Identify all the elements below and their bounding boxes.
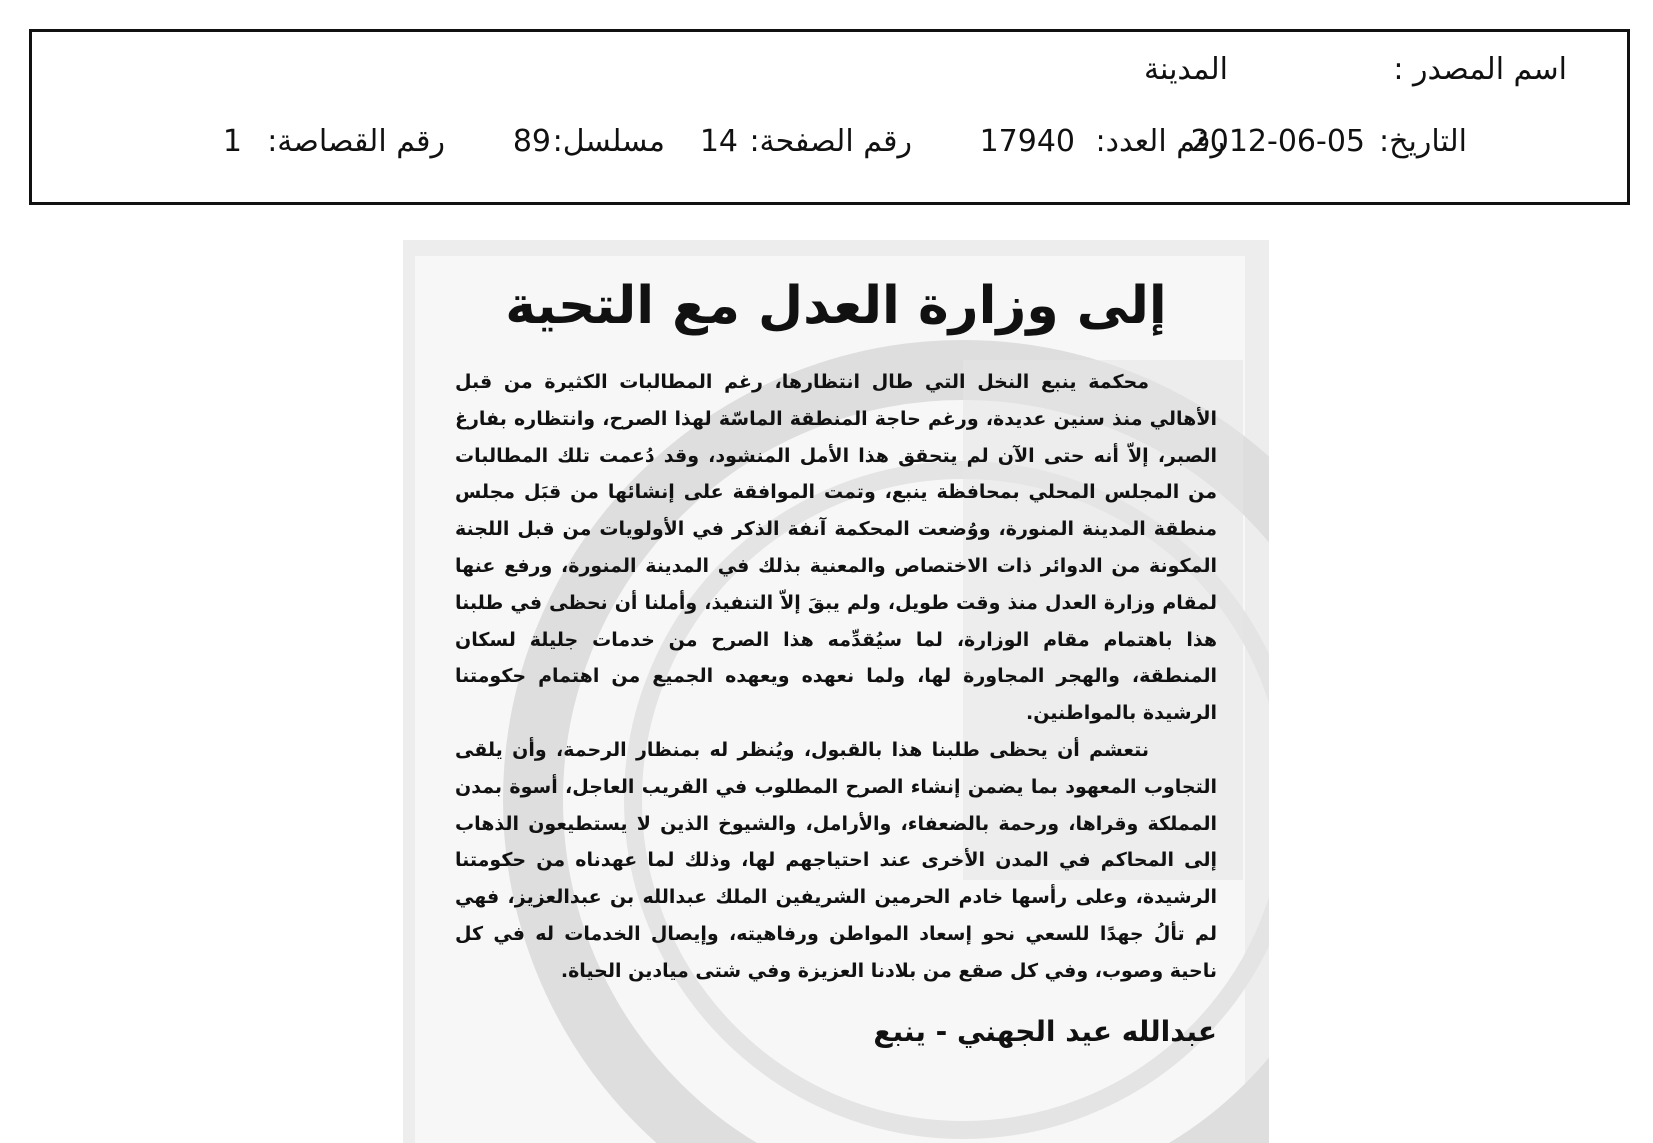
article-title: إلى وزارة العدل مع التحية (505, 276, 1167, 336)
clip-value: 1 (222, 124, 242, 159)
source-label: اسم المصدر : (1393, 52, 1567, 87)
issue-value: 17940 (979, 124, 1075, 159)
article-body (455, 364, 1217, 990)
clipping-metadata-box (29, 29, 1630, 205)
date-value: 2012-06-05 (1190, 124, 1365, 159)
serial-value: 89 (512, 124, 551, 159)
article-signature: عبدالله عيد الجهني - ينبع (873, 1014, 1217, 1048)
source-value: المدينة (1143, 52, 1228, 87)
page-label: رقم الصفحة: (749, 124, 912, 159)
clip-label: رقم القصاصة: (267, 124, 445, 159)
page-value: 14 (699, 124, 738, 159)
article-paragraph: محكمة ينبع النخل التي طال انتظارها، رغم المطالبات الكثيرة من قبل الأهالي منذ سنين عديدة، ورغم حاجة المنطقة الماسّة لهذا الصرح، وانتظاره بفارغ الصبر، إلاّ أنه حتى الآن لم يتحقق هذا الأمل المنشود، وقد دُعمت تلك المطالبات من المجلس المحلي بمحافظة ينبع، وتمت الموافقة على إنشائها من قبَل مجلس منطقة المدينة المنورة، ووُضعت المحكمة آنفة الذكر في الأولويات من قبل اللجنة المكونة من الدوائر ذات الاختصاص والمعنية بذلك في المدينة المنورة، ورفع عنها لمقام وزارة العدل منذ وقت طويل، ولم يبقَ إلاّ التنفيذ، وأملنا أن نحظى في طلبنا هذا باهتمام مقام الوزارة، لما سيُقدِّمه هذا الصرح من خدمات جليلة لسكان المنطقة، والهجر المجاورة لها، ولما نعهده ويعهده الجميع من اهتمام حكومتنا الرشيدة بالمواطنين. (455, 371, 1217, 725)
article-paragraph: نتعشم أن يحظى طلبنا هذا بالقبول، ويُنظر له بمنظار الرحمة، وأن يلقى التجاوب المعهود بما يضمن إنشاء الصرح المطلوب في القريب العاجل، أسوة بمدن المملكة وقراها، ورحمة بالضعفاء، والأرامل، والشيوخ الذين لا يستطيعون الذهاب إلى المحاكم في المدن الأخرى عند احتياجهم لها، وذلك لما عهدناه من حكومتنا الرشيدة، وعلى رأسها خادم الحرمين الشريفين الملك عبدالله بن عبدالعزيز، فهي لم تألُ جهدًا للسعي نحو إسعاد المواطن ورفاهيته، وإيصال الخدمات له في كل ناحية وصوب، وفي كل صقع من بلادنا العزيزة وفي شتى ميادين الحياة. (455, 738, 1217, 982)
issue-label: رقم العدد: (1095, 124, 1225, 159)
serial-label: مسلسل: (552, 124, 665, 159)
article (455, 266, 1217, 1052)
date-label: التاريخ: (1379, 124, 1467, 159)
newspaper-clipping (403, 240, 1269, 1143)
